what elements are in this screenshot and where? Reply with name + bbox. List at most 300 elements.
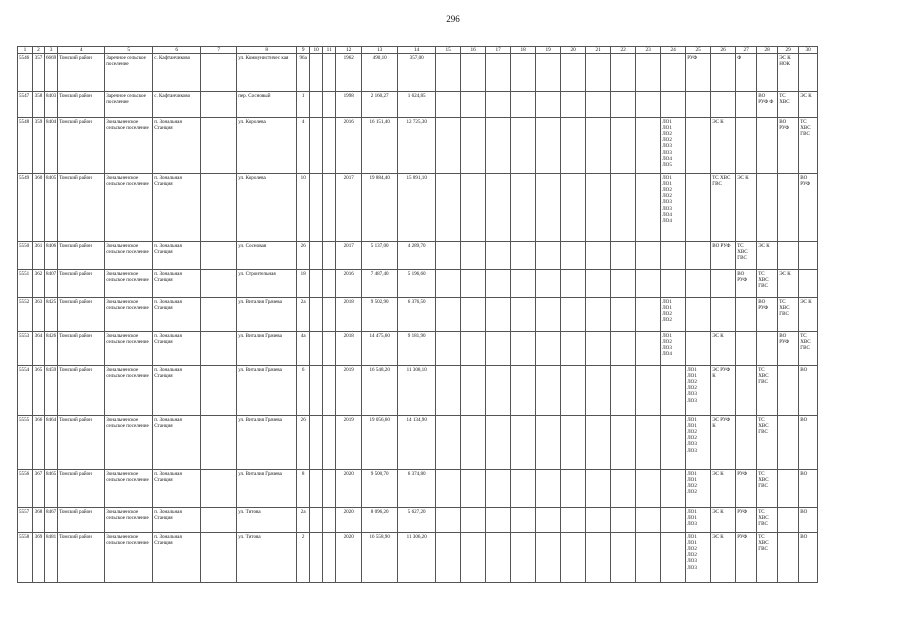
- column-header-8: 8: [237, 47, 297, 54]
- cell-col-7: [201, 366, 237, 416]
- cell-col-18: [511, 416, 536, 470]
- cell-col-18: [511, 242, 536, 270]
- cell-col-3: 8406: [45, 242, 58, 270]
- cell-col-3: 8403: [45, 92, 58, 118]
- cell-col-12: 2017: [336, 242, 362, 270]
- cell-col-5: Зональненское сельское поселение: [105, 118, 153, 174]
- column-header-29: 29: [778, 47, 799, 54]
- column-header-18: 18: [511, 47, 536, 54]
- cell-col-19: [536, 242, 561, 270]
- cell-col-5: Заречное сельское поселение: [105, 92, 153, 118]
- cell-col-2: 358: [33, 92, 45, 118]
- column-header-6: 6: [153, 47, 201, 54]
- cell-col-17: [486, 242, 511, 270]
- cell-col-10: [310, 270, 323, 298]
- cell-col-20: [561, 54, 586, 92]
- cell-col-26: [711, 298, 736, 332]
- cell-col-24: [661, 54, 686, 92]
- cell-col-20: [561, 508, 586, 533]
- column-header-25: 25: [686, 47, 711, 54]
- cell-col-29: ЭС К НОК: [778, 54, 799, 92]
- cell-col-21: [586, 174, 611, 242]
- cell-col-6: п. Зональная Станция: [153, 298, 201, 332]
- cell-col-15: [436, 508, 461, 533]
- cell-col-11: [323, 118, 336, 174]
- cell-col-29: [778, 533, 799, 583]
- cell-col-17: [486, 416, 511, 470]
- cell-col-11: [323, 54, 336, 92]
- cell-col-23: [636, 270, 661, 298]
- column-header-27: 27: [736, 47, 757, 54]
- cell-col-20: [561, 174, 586, 242]
- cell-col-7: [201, 470, 237, 508]
- cell-col-30: ВО: [799, 470, 818, 508]
- cell-col-19: [536, 298, 561, 332]
- cell-col-11: [323, 92, 336, 118]
- cell-col-14: 5 196,60: [398, 270, 436, 298]
- cell-col-3: 8464: [45, 416, 58, 470]
- cell-col-20: [561, 298, 586, 332]
- cell-col-16: [461, 270, 486, 298]
- cell-col-1: 5556: [18, 470, 33, 508]
- cell-col-4: Томский район: [58, 174, 105, 242]
- cell-col-17: [486, 270, 511, 298]
- column-header-13: 13: [362, 47, 398, 54]
- cell-col-26: ВО РУФ: [711, 242, 736, 270]
- cell-col-23: [636, 533, 661, 583]
- cell-col-22: [611, 298, 636, 332]
- column-header-5: 5: [105, 47, 153, 54]
- cell-col-19: [536, 118, 561, 174]
- cell-col-4: Томский район: [58, 298, 105, 332]
- cell-col-5: Зональненское сельское поселение: [105, 533, 153, 583]
- cell-col-29: [778, 508, 799, 533]
- cell-col-17: [486, 92, 511, 118]
- column-header-1: 1: [18, 47, 33, 54]
- cell-col-28: [757, 174, 778, 242]
- cell-col-15: [436, 54, 461, 92]
- cell-col-22: [611, 332, 636, 366]
- cell-col-6: п. Зональная Станция: [153, 270, 201, 298]
- cell-col-2: 367: [33, 470, 45, 508]
- cell-col-6: п. Зональная Станция: [153, 366, 201, 416]
- cell-col-3: 8465: [45, 470, 58, 508]
- cell-col-29: ТС ХВС: [778, 92, 799, 118]
- cell-col-1: 5554: [18, 366, 33, 416]
- cell-col-24: [661, 242, 686, 270]
- cell-col-30: ЭС К: [799, 298, 818, 332]
- cell-col-3: 8426: [45, 332, 58, 366]
- cell-col-8: ул. Титова: [237, 508, 297, 533]
- cell-col-14: 357,00: [398, 54, 436, 92]
- table-row: [18, 366, 818, 416]
- cell-col-3: 8405: [45, 174, 58, 242]
- cell-col-9: 1: [297, 92, 310, 118]
- table-body: [18, 54, 818, 583]
- cell-col-21: [586, 508, 611, 533]
- cell-col-16: [461, 92, 486, 118]
- cell-col-18: [511, 366, 536, 416]
- cell-col-4: Томский район: [58, 508, 105, 533]
- cell-col-5: Зональненское сельское поселение: [105, 298, 153, 332]
- cell-col-8: ул. Сосновая: [237, 242, 297, 270]
- column-header-2: 2: [33, 47, 45, 54]
- cell-col-16: [461, 470, 486, 508]
- cell-col-22: [611, 416, 636, 470]
- cell-col-21: [586, 92, 611, 118]
- cell-col-11: [323, 332, 336, 366]
- cell-col-2: 362: [33, 270, 45, 298]
- column-header-19: 19: [536, 47, 561, 54]
- cell-col-8: ул. Виталия Грачева: [237, 470, 297, 508]
- cell-col-18: [511, 332, 536, 366]
- cell-col-1: 5549: [18, 174, 33, 242]
- cell-col-5: Заречное сельское поселение: [105, 54, 153, 92]
- cell-col-20: [561, 470, 586, 508]
- cell-col-19: [536, 332, 561, 366]
- cell-col-8: ул. Королева: [237, 174, 297, 242]
- cell-col-7: [201, 92, 237, 118]
- table-row: [18, 270, 818, 298]
- cell-col-22: [611, 92, 636, 118]
- cell-col-24: [661, 470, 686, 508]
- cell-col-13: 16 548,20: [362, 366, 398, 416]
- cell-col-17: [486, 470, 511, 508]
- cell-col-16: [461, 118, 486, 174]
- cell-col-13: 16 558,90: [362, 533, 398, 583]
- cell-col-20: [561, 118, 586, 174]
- cell-col-10: [310, 174, 323, 242]
- cell-col-2: 361: [33, 242, 45, 270]
- cell-col-30: ВО: [799, 416, 818, 470]
- cell-col-25: ЛО1 ЛО1 ЛО2 ЛО2 ЛО3 ЛО3: [686, 366, 711, 416]
- cell-col-12: 2020: [336, 470, 362, 508]
- cell-col-12: 2020: [336, 508, 362, 533]
- cell-col-14: 9 181,90: [398, 332, 436, 366]
- cell-col-2: 360: [33, 174, 45, 242]
- cell-col-10: [310, 54, 323, 92]
- cell-col-29: [778, 174, 799, 242]
- cell-col-18: [511, 54, 536, 92]
- cell-col-30: [799, 270, 818, 298]
- table-row: [18, 54, 818, 92]
- cell-col-12: 2018: [336, 332, 362, 366]
- cell-col-13: 2 160,27: [362, 92, 398, 118]
- cell-col-29: ЭС К: [778, 270, 799, 298]
- column-header-7: 7: [201, 47, 237, 54]
- cell-col-23: [636, 92, 661, 118]
- cell-col-7: [201, 533, 237, 583]
- cell-col-26: ЭС РУФ К: [711, 366, 736, 416]
- cell-col-20: [561, 332, 586, 366]
- cell-col-17: [486, 54, 511, 92]
- cell-col-1: 5548: [18, 118, 33, 174]
- cell-col-13: 5 137,00: [362, 242, 398, 270]
- cell-col-6: п. Зональная Станция: [153, 508, 201, 533]
- cell-col-30: ВО: [799, 508, 818, 533]
- cell-col-4: Томский район: [58, 533, 105, 583]
- cell-col-29: [778, 470, 799, 508]
- cell-col-6: п. Зональная Станция: [153, 533, 201, 583]
- column-header-15: 15: [436, 47, 461, 54]
- column-header-9: 9: [297, 47, 310, 54]
- cell-col-1: 5546: [18, 54, 33, 92]
- cell-col-16: [461, 533, 486, 583]
- cell-col-13: 19 884,40: [362, 174, 398, 242]
- cell-col-26: ЭС К: [711, 118, 736, 174]
- cell-col-14: 11 308,10: [398, 366, 436, 416]
- cell-col-19: [536, 54, 561, 92]
- cell-col-6: п. Зональная Станция: [153, 118, 201, 174]
- cell-col-3: 8425: [45, 298, 58, 332]
- cell-col-29: ТС ХВС ГВС: [778, 298, 799, 332]
- cell-col-10: [310, 470, 323, 508]
- cell-col-8: ул. Виталия Грачева: [237, 366, 297, 416]
- cell-col-25: [686, 174, 711, 242]
- cell-col-3: 8407: [45, 270, 58, 298]
- cell-col-4: Томский район: [58, 416, 105, 470]
- cell-col-27: [736, 92, 757, 118]
- cell-col-6: п. Зональная Станция: [153, 174, 201, 242]
- cell-col-22: [611, 508, 636, 533]
- column-header-12: 12: [336, 47, 362, 54]
- cell-col-6: с. Кафтанчиково: [153, 92, 201, 118]
- cell-col-6: п. Зональная Станция: [153, 470, 201, 508]
- cell-col-7: [201, 174, 237, 242]
- cell-col-21: [586, 54, 611, 92]
- page-number: 296: [446, 14, 460, 24]
- table-row: [18, 118, 818, 174]
- cell-col-1: 5555: [18, 416, 33, 470]
- column-header-24: 24: [661, 47, 686, 54]
- cell-col-14: 15 891,10: [398, 174, 436, 242]
- cell-col-8: ул. Виталия Грачева: [237, 332, 297, 366]
- cell-col-7: [201, 242, 237, 270]
- column-header-4: 4: [58, 47, 105, 54]
- table-row: [18, 332, 818, 366]
- cell-col-15: [436, 174, 461, 242]
- cell-col-1: 5552: [18, 298, 33, 332]
- cell-col-30: ЭС К: [799, 92, 818, 118]
- cell-col-3: 8459: [45, 366, 58, 416]
- cell-col-27: [736, 332, 757, 366]
- cell-col-28: ВО РУФ: [757, 298, 778, 332]
- cell-col-4: Томский район: [58, 270, 105, 298]
- cell-col-22: [611, 366, 636, 416]
- cell-col-23: [636, 366, 661, 416]
- cell-col-25: [686, 118, 711, 174]
- cell-col-23: [636, 174, 661, 242]
- cell-col-12: 2017: [336, 174, 362, 242]
- column-header-26: 26: [711, 47, 736, 54]
- cell-col-28: ТС ХВС ГВС: [757, 470, 778, 508]
- cell-col-19: [536, 508, 561, 533]
- cell-col-25: РУФ: [686, 54, 711, 92]
- cell-col-6: с. Кафтанчиково: [153, 54, 201, 92]
- cell-col-2: 363: [33, 298, 45, 332]
- cell-col-29: [778, 366, 799, 416]
- cell-col-20: [561, 416, 586, 470]
- cell-col-13: 14 475,60: [362, 332, 398, 366]
- cell-col-9: 26: [297, 416, 310, 470]
- cell-col-30: [799, 242, 818, 270]
- cell-col-2: 359: [33, 118, 45, 174]
- cell-col-16: [461, 366, 486, 416]
- cell-col-15: [436, 416, 461, 470]
- cell-col-24: ЛО1 ЛО1 ЛО2 ЛО2: [661, 298, 686, 332]
- cell-col-15: [436, 118, 461, 174]
- cell-col-30: ВО РУФ: [799, 174, 818, 242]
- cell-col-10: [310, 242, 323, 270]
- cell-col-18: [511, 174, 536, 242]
- cell-col-30: ТС ХВС ГВС: [799, 332, 818, 366]
- cell-col-28: [757, 332, 778, 366]
- cell-col-3: 8481: [45, 533, 58, 583]
- cell-col-11: [323, 508, 336, 533]
- cell-col-7: [201, 270, 237, 298]
- cell-col-1: 5557: [18, 508, 33, 533]
- cell-col-12: 2016: [336, 118, 362, 174]
- cell-col-8: ул. Строительная: [237, 270, 297, 298]
- cell-col-19: [536, 366, 561, 416]
- table-row: [18, 416, 818, 470]
- cell-col-15: [436, 242, 461, 270]
- cell-col-23: [636, 508, 661, 533]
- cell-col-20: [561, 242, 586, 270]
- cell-col-23: [636, 332, 661, 366]
- cell-col-12: 2019: [336, 416, 362, 470]
- cell-col-17: [486, 533, 511, 583]
- cell-col-27: [736, 118, 757, 174]
- cell-col-29: ВО РУФ: [778, 118, 799, 174]
- cell-col-21: [586, 470, 611, 508]
- cell-col-2: 357: [33, 54, 45, 92]
- cell-col-25: ЛО1 ЛО1 ЛО2 ЛО2 ЛО3 ЛО3: [686, 533, 711, 583]
- cell-col-11: [323, 533, 336, 583]
- cell-col-14: 11 306,20: [398, 533, 436, 583]
- cell-col-12: 2020: [336, 533, 362, 583]
- cell-col-30: ТС ХВС ГВС: [799, 118, 818, 174]
- cell-col-8: пер. Сосновый: [237, 92, 297, 118]
- cell-col-10: [310, 508, 323, 533]
- cell-col-14: 14 134,90: [398, 416, 436, 470]
- cell-col-10: [310, 332, 323, 366]
- cell-col-12: 1998: [336, 92, 362, 118]
- cell-col-20: [561, 270, 586, 298]
- cell-col-26: ЭС К: [711, 332, 736, 366]
- cell-col-5: Зональненское сельское поселение: [105, 174, 153, 242]
- cell-col-4: Томский район: [58, 54, 105, 92]
- cell-col-27: РУФ: [736, 470, 757, 508]
- cell-col-4: Томский район: [58, 332, 105, 366]
- cell-col-10: [310, 366, 323, 416]
- cell-col-21: [586, 533, 611, 583]
- cell-col-7: [201, 298, 237, 332]
- cell-col-25: ЛО1 ЛО1 ЛО3: [686, 508, 711, 533]
- column-header-23: 23: [636, 47, 661, 54]
- cell-col-17: [486, 366, 511, 416]
- column-header-28: 28: [757, 47, 778, 54]
- cell-col-22: [611, 470, 636, 508]
- cell-col-6: п. Зональная Станция: [153, 242, 201, 270]
- cell-col-22: [611, 174, 636, 242]
- cell-col-14: 6 376,50: [398, 298, 436, 332]
- cell-col-8: ул. Титова: [237, 533, 297, 583]
- table-row: [18, 298, 818, 332]
- cell-col-18: [511, 470, 536, 508]
- cell-col-28: ТС ХВС ГВС: [757, 508, 778, 533]
- column-header-22: 22: [611, 47, 636, 54]
- cell-col-25: [686, 270, 711, 298]
- cell-col-28: [757, 54, 778, 92]
- cell-col-4: Томский район: [58, 242, 105, 270]
- cell-col-9: 2а: [297, 298, 310, 332]
- cell-col-12: 1962: [336, 54, 362, 92]
- cell-col-25: [686, 242, 711, 270]
- cell-col-13: 9 500,70: [362, 470, 398, 508]
- cell-col-18: [511, 92, 536, 118]
- registry-table: [17, 46, 818, 583]
- column-header-30: 30: [799, 47, 818, 54]
- cell-col-28: ТС ХВС ГВС: [757, 366, 778, 416]
- header-row: [18, 47, 818, 54]
- table-row: [18, 470, 818, 508]
- cell-col-21: [586, 332, 611, 366]
- table-row: [18, 92, 818, 118]
- cell-col-11: [323, 270, 336, 298]
- cell-col-2: 368: [33, 508, 45, 533]
- cell-col-27: [736, 298, 757, 332]
- cell-col-18: [511, 533, 536, 583]
- cell-col-15: [436, 298, 461, 332]
- cell-col-1: 5550: [18, 242, 33, 270]
- cell-col-22: [611, 118, 636, 174]
- cell-col-29: [778, 242, 799, 270]
- cell-col-27: РУФ: [736, 508, 757, 533]
- cell-col-12: 2016: [336, 270, 362, 298]
- cell-col-11: [323, 470, 336, 508]
- column-header-17: 17: [486, 47, 511, 54]
- cell-col-7: [201, 54, 237, 92]
- cell-col-7: [201, 416, 237, 470]
- cell-col-13: 19 056,60: [362, 416, 398, 470]
- cell-col-16: [461, 54, 486, 92]
- cell-col-9: 18: [297, 270, 310, 298]
- cell-col-13: 8 096,20: [362, 508, 398, 533]
- column-header-3: 3: [45, 47, 58, 54]
- cell-col-30: [799, 54, 818, 92]
- cell-col-25: ЛО1 ЛО1 ЛО2 ЛО2: [686, 470, 711, 508]
- cell-col-26: [711, 92, 736, 118]
- cell-col-14: 4 289,70: [398, 242, 436, 270]
- cell-col-10: [310, 118, 323, 174]
- cell-col-20: [561, 533, 586, 583]
- cell-col-22: [611, 270, 636, 298]
- cell-col-7: [201, 332, 237, 366]
- cell-col-16: [461, 298, 486, 332]
- cell-col-5: Зональненское сельское поселение: [105, 242, 153, 270]
- cell-col-9: 10: [297, 174, 310, 242]
- cell-col-21: [586, 270, 611, 298]
- cell-col-18: [511, 298, 536, 332]
- cell-col-14: 12 725,30: [398, 118, 436, 174]
- cell-col-5: Зональненское сельское поселение: [105, 332, 153, 366]
- cell-col-23: [636, 242, 661, 270]
- cell-col-2: 366: [33, 416, 45, 470]
- cell-col-24: [661, 416, 686, 470]
- cell-col-5: Зональненское сельское поселение: [105, 416, 153, 470]
- cell-col-9: 2: [297, 533, 310, 583]
